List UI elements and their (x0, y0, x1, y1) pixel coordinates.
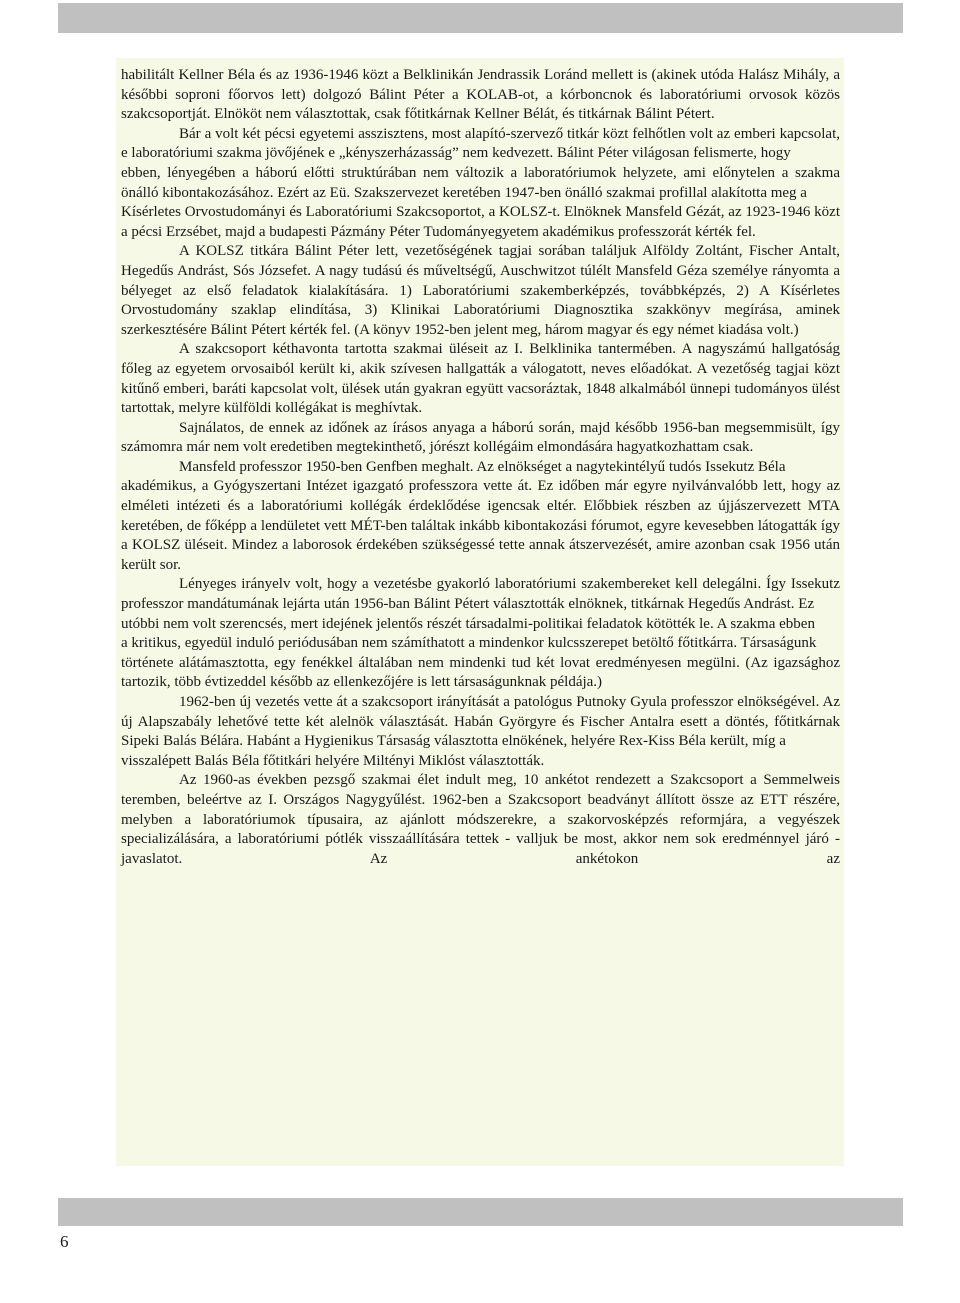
paragraph-10: Lényeges irányelv volt, hogy a vezetésbe gyakorló laboratóriumi szakembereket kell delegálni. Így Issekutz professzor mandátumának lejárta után 1956-ban Bálint Pétert választották elnöknek, titkárnak Hegedűs Andrást. Ez (121, 576, 840, 613)
paragraph-4: Kísérletes Orvostudományi és Laboratóriumi Szakcsoportot, a KOLSZ-t. Elnöknek Mansfeld Gézát, az 1923-1946 közt a pécsi Erzsébet, majd a budapesti Pázmány Péter Tudományegyetem akadémikus professzorát kérték fel. (121, 204, 840, 240)
paragraph-14: 1962-ben új vezetés vette át a szakcsoport irányítását a patológus Putnoky Gyula professzor elnökségével. Az új Alapszabály lehetővé tette két alelnök választását. Habán Györgyre és Fischer Antalra esett a döntés, főtitkárnak Sipeki Balás Bélára. Habánt a Hygienikus Társaság választotta elnökének, helyére Rex-Kiss Béla került, míg a (121, 694, 840, 750)
paragraph-13: története alátámasztotta, egy fenékkel általában nem mindenki tud két lovat eredményesen megülni. (Az igazsághoz tartozik, több évtizeddel később az ellenkezőjére is lett társaságunknak példája.) (121, 654, 840, 691)
footer-bar (58, 1198, 903, 1226)
paragraph-5: A KOLSZ titkára Bálint Péter lett, vezetőségének tagjai sorában találjuk Alföldy Zoltánt, Fischer Antalt, Hegedűs Andrást, Sós Józsefet. A nagy tudású és műveltségű, Auschwitzot túlélt Mansfeld Géza személye rányomta a bélyeget az első feladatok kialakítására. 1) Laboratóriumi szakemberképzés, továbbképzés, 2) A Kísérletes Orvostudomány szaklap elindítása, 3) Klinikai Laboratóriumi Diagnosztika szakkönyv megírása, aminek szerkesztésére Bálint Pétert kérték fel. (A könyv 1952-ben jelent meg, három magyar és egy német kiadása volt.) (121, 243, 840, 338)
header-bar (58, 3, 903, 33)
paragraph-15: visszalépett Balás Béla főtitkári helyére Miltényi Miklóst választották. (121, 752, 545, 769)
paragraph-11: utóbbi nem volt szerencsés, mert idejének jelentős részét társadalmi-politikai feladatok kötötték le. A szakma ebben (121, 615, 815, 632)
paragraph-8: Mansfeld professzor 1950-ben Genfben meghalt. Az elnökséget a nagytekintélyű tudós Issekutz Béla (179, 458, 786, 475)
paragraph-2: Bár a volt két pécsi egyetemi asszisztens, most alapító-szervező titkár közt felhőtlen volt az emberi kapcsolat, e laboratóriumi szakma jövőjének e „kényszerházasság” nem kedvezett. Bálint Péter világosan felismerte, hogy (121, 125, 840, 162)
paragraph-1: habilitált Kellner Béla és az 1936-1946 közt a Belklinikán Jendrassik Loránd mellett is (akinek utóda Halász Mihály, a későbbi soproni főorvos lett) dolgozó Bálint Péter a KOLAB-ot, a kórboncnok és laboratóriumi orvosok közös szakcsoportját. Elnököt nem választottak, csak főtitkárnak Kellner Bélát, és titkárnak Bálint Pétert. (121, 67, 840, 123)
paragraph-16: Az 1960-as években pezsgő szakmai élet indult meg, 10 ankétot rendezett a Szakcsoport a Semmelweis teremben, beleértve az I. Országos Nagygyűlést. 1962-ben a Szakcsoport beadványt állított össze az ETT részére, melyben a laboratóriumok típusaira, az ajánlott módszerekre, a szakorvosképzés reformjára, a vegyészek specializálására, a laboratóriumi pótlék visszaállítására tettek - valljuk be most, akkor nem sok eredménnyel járó - javaslatot. Az ankétokon az (121, 772, 840, 867)
page-body (121, 66, 840, 869)
paragraph-6: A szakcsoport kéthavonta tartotta szakmai üléseit az I. Belklinika tantermében. A nagyszámú hallgatóság főleg az egyetem orvosaiból került ki, akik szívesen hallgatták a válogatott, neves előadókat. A vezetőség tagjai közt kitűnő emberi, baráti kapcsolat volt, ülések után gyakran együtt vacsoráztak, 1848 alkalmából ünnepi tudományos ülést tartottak, melyre külföldi kollégákat is meghívtak. (121, 341, 840, 417)
paragraph-9: akadémikus, a Gyógyszertani Intézet igazgató professzora vette át. Ez időben már egyre nyilvánvalóbb lett, hogy az elméleti intézeti és a laboratóriumi kollégák érdeklődése igencsak eltér. Előbbiek részben az újjászervezett MTA keretében, de főképp a lendületet vett MÉT-ben találtak inkább kibontakozási fórumot, egyre kevesebben látogatták így a KOLSZ üléseit. Mindez a laborosok érdekében szükségessé tette annak átszervezését, amire azonban csak 1956 után került sor. (121, 478, 840, 573)
paragraph-7: Sajnálatos, de ennek az időnek az írásos anyaga a háború során, majd később 1956-ban megsemmisült, így számomra már nem volt eredetiben megtekinthető, jórészt kollégáim elmondására hagyatkozhattam csak. (121, 419, 840, 456)
page-number: 6 (60, 1232, 69, 1251)
paragraph-12: a kritikus, egyedül induló periódusában nem számíthatott a mindenkor kulcsszerepet betöltő főtitkárra. Társaságunk (121, 635, 817, 652)
paragraph-3: ebben, lényegében a háború előtti struktúrában nem változik a laboratóriumok helyzete, ami előnytelen a szakma önálló kibontakozásához. Ezért az Eü. Szakszervezet keretében 1947-ben önálló szakmai profillal alakította meg a (121, 164, 840, 201)
